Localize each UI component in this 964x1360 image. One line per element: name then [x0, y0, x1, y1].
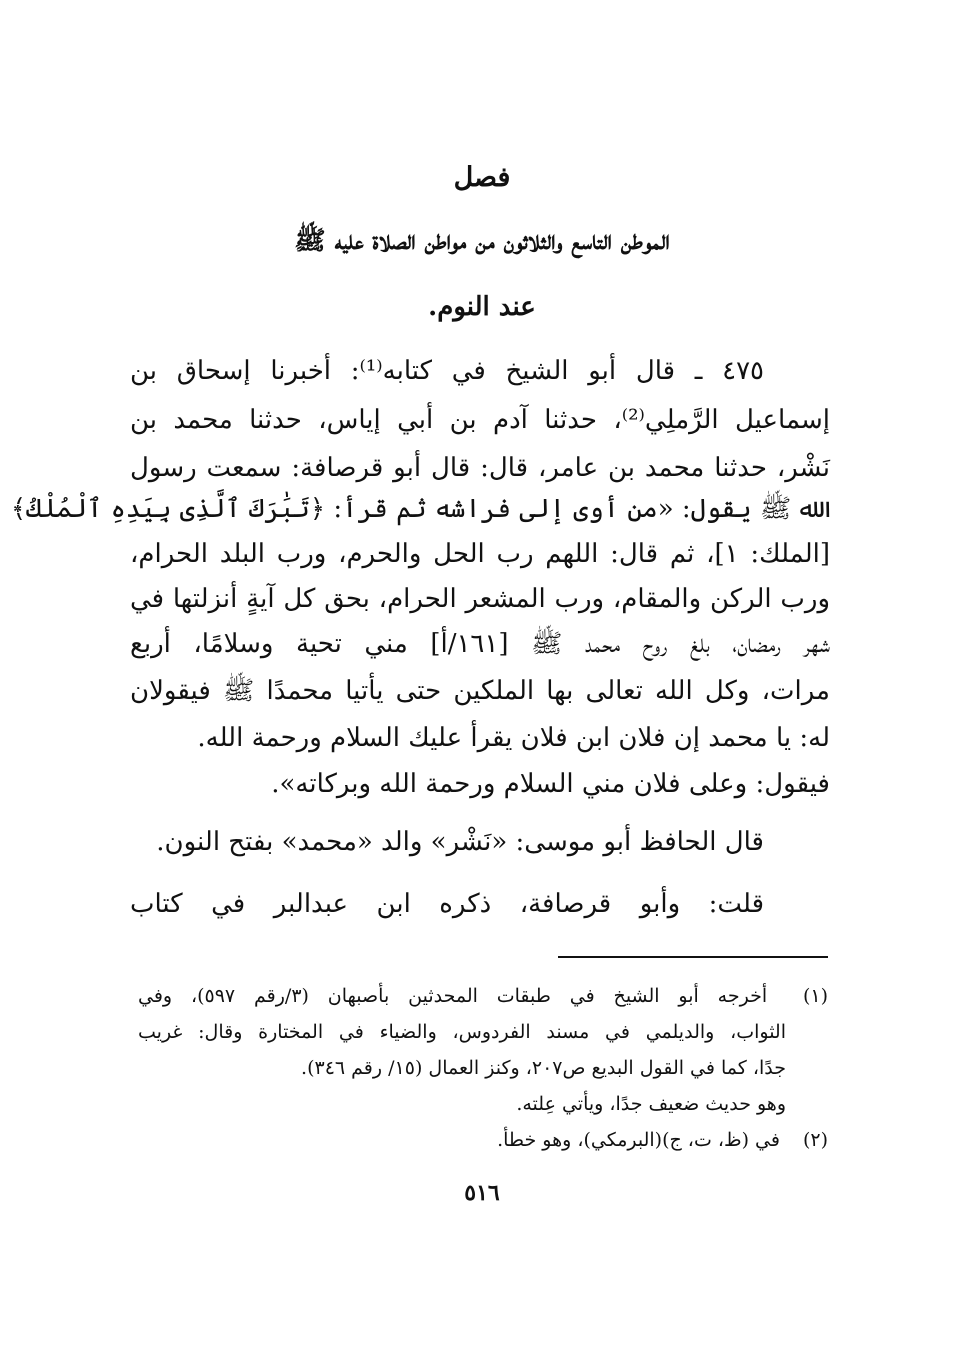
footnote-2 [138, 1128, 828, 1153]
last-body-line: قلت: وأبو قرصافة، ذكره ابن عبدالبر في كتاب [130, 889, 764, 919]
footnote-1-cont: الثواب، والديلمي في مسند الفردوس، والضياء في المختارة وقال: غريب [138, 1021, 786, 1043]
body-line: فيقول: وعلى فلان مني السلام ورحمة الله وبركاته». [271, 769, 830, 799]
note-line: قال الحافظ أبو موسى: «نَشْر» والد «محمد» بفتح النون. [156, 827, 764, 857]
chapter-title: الموطن التاسع والثلاثون من مواطن الصلاة عليه ﷺ [294, 226, 670, 256]
footnote-1-cont: جدًا، كما في القول البديع ص٢٠٧، وكنز العمال (١٥/ رقم ٣٤٦). [301, 1057, 786, 1079]
page-number: ٥١٦ [464, 1180, 500, 1206]
chapter-subtitle: عند النوم. [428, 292, 536, 322]
body-line: شهر رمضان، بلغ روح محمد ﷺ [١٦١/أ] مني تحية وسلامًا، أربع [130, 629, 830, 659]
section-heading: فصل [453, 162, 511, 193]
footnote-number: (٢) [802, 1129, 828, 1151]
body-line: [الملك: ١]، ثم قال: اللهم رب الحل والحرم، ورب البلد الحرام، [130, 539, 830, 569]
body-line: نَشْر، حدثنا محمد بن عامر، قال: قال أبو قرصافة: سمعت رسول [130, 453, 830, 483]
body-line: له: يا محمد إن فلان ابن فلان يقرأ عليك السلام ورحمة الله. [197, 723, 830, 753]
footnote-1-cont: وهو حديث ضعيف جدًا، ويأتي عِلته. [516, 1093, 786, 1115]
footnote-text: في (ظ، ت، ج)(البرمكي)، وهو خطأ. [497, 1129, 780, 1151]
body-line: مرات، وكل الله تعالى بها الملكين حتى يأتيا محمدًا ﷺ فيقولان [130, 676, 830, 706]
footnote-text: أخرجه أبو الشيخ في طبقات المحدثين بأصبهان (٣/رقم ٥٩٧)، وفي [138, 985, 768, 1007]
footnote-1 [138, 984, 828, 1009]
body-line: ورب الركن والمقام، ورب المشعر الحرام، بحق كل آيةٍ أنزلتها في [130, 584, 830, 614]
footnote-number: (١) [802, 985, 828, 1007]
body-line: الله ﷺ يقول: «من أوى إلى فراشه ثم قرأ: ﴿تَبَٰرَكَ ٱلَّذِى بِيَدِهِ ٱلْمُلْكُ﴾ [10, 494, 830, 524]
footnote-separator [558, 956, 828, 958]
body-line: ٤٧٥ ـ قال أبو الشيخ في كتابه⁽¹⁾: أخبرنا إسحاق بن [130, 356, 765, 386]
body-line: إسماعيل الرَّملِي⁽²⁾، حدثنا آدم بن أبي إياس، حدثنا محمد بن [130, 405, 830, 435]
